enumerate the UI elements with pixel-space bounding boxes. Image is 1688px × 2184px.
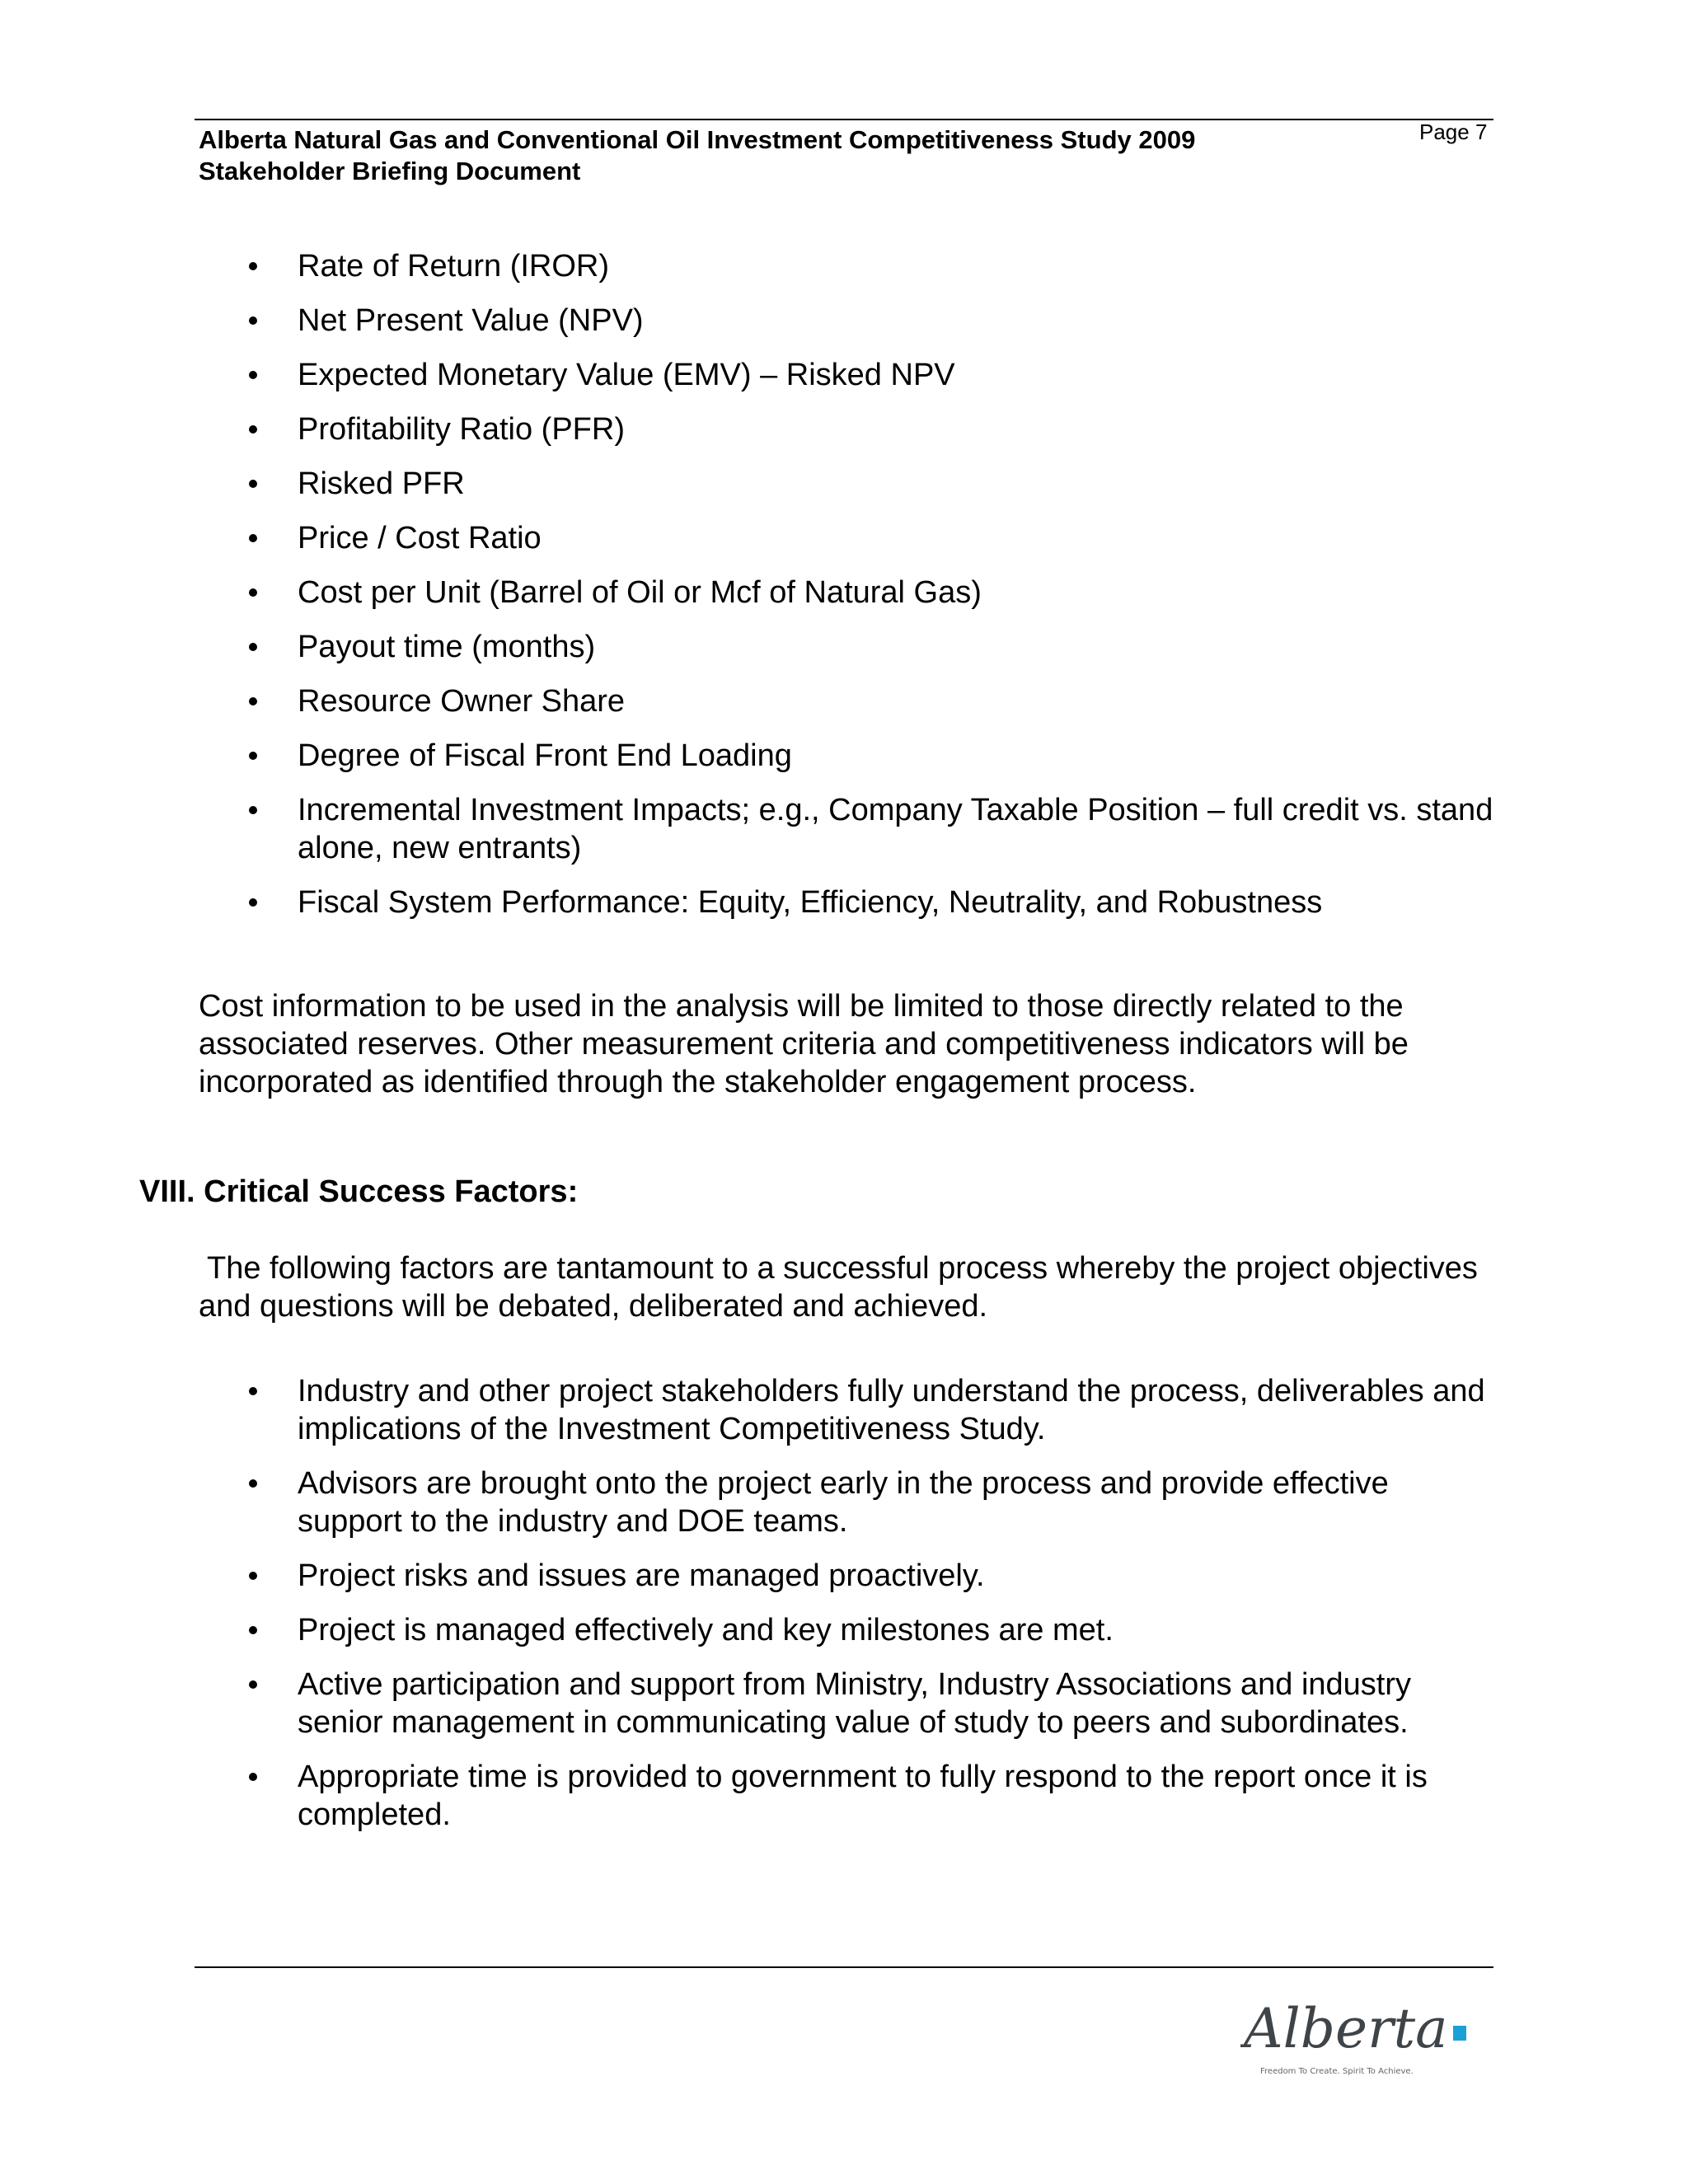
bullet-icon [249,1626,257,1634]
logo-square-icon [1453,2026,1466,2041]
bullet-icon [249,262,257,270]
cost-information-paragraph: Cost information to be used in the analysis will be limited to those directly related to the associated reserves. Other measurement criteria and competitiveness indicators will be incorporated as identified through the stakeholder engagement process. [199,989,1409,1099]
list-item: Risked PFR [0,465,1501,503]
bullet-icon [249,1773,257,1781]
bullet-icon [249,806,257,814]
list-item: Expected Monetary Value (EMV) – Risked NPV [0,356,1501,394]
document-header [199,124,1353,187]
list-item: Fiscal System Performance: Equity, Efficiency, Neutrality, and Robustness [0,883,1501,921]
list-item: Industry and other project stakeholders fully understand the process, deliverables and implications of the Investment Competitiveness Study. [0,1372,1501,1448]
bullet-icon [249,1572,257,1580]
bullet-icon [249,1387,257,1395]
svg-text:Freedom To Create. Spirit To A: Freedom To Create. Spirit To Achieve. [1260,2067,1414,2076]
bullet-icon [249,534,257,542]
bullet-icon [249,371,257,379]
indicator-list [0,247,1501,938]
bullet-icon [249,425,257,434]
list-item: Price / Cost Ratio [0,519,1501,557]
list-item: Appropriate time is provided to government to fully respond to the report once it is completed. [0,1758,1501,1834]
bullet-icon [249,697,257,705]
bullet-icon [249,588,257,597]
footer-rule [195,1966,1493,1968]
header-title-line2: Stakeholder Briefing Document [199,157,581,185]
list-item: Payout time (months) [0,628,1501,666]
svg-text:Alberta: Alberta [1244,1997,1448,2060]
bullet-icon [249,1479,257,1488]
bullet-icon [249,1680,257,1689]
list-item: Profitability Ratio (PFR) [0,410,1501,448]
header-title-line1: Alberta Natural Gas and Conventional Oil Investment Competitiveness Study 2009 [199,125,1196,154]
list-item: Rate of Return (IROR) [0,247,1501,285]
list-item: Degree of Fiscal Front End Loading [0,737,1501,775]
list-item: Project risks and issues are managed proactively. [0,1557,1501,1595]
alberta-logo [1240,1986,1471,2085]
list-item: Incremental Investment Impacts; e.g., Company Taxable Position – full credit vs. stand alone, new entrants) [0,791,1501,867]
list-item: Net Present Value (NPV) [0,302,1501,340]
header-rule [195,119,1493,120]
bullet-icon [249,752,257,760]
section-heading: VIII. Critical Success Factors: [139,1174,579,1209]
bullet-icon [249,480,257,488]
bullet-icon [249,898,257,907]
success-factor-list [0,1372,1501,1850]
list-item: Advisors are brought onto the project early in the process and provide effective support to the industry and DOE teams. [0,1465,1501,1540]
page-number: Page 7 [1419,120,1488,144]
bullet-icon [249,316,257,325]
section-intro-paragraph: The following factors are tantamount to a successful process whereby the project objectives and questions will be debated, deliberated and achieved. [199,1251,1478,1324]
list-item: Active participation and support from Ministry, Industry Associations and industry senior management in communicating value of study to peers and subordinates. [0,1666,1501,1741]
list-item: Resource Owner Share [0,682,1501,720]
list-item: Cost per Unit (Barrel of Oil or Mcf of Natural Gas) [0,574,1501,612]
bullet-icon [249,643,257,651]
list-item: Project is managed effectively and key milestones are met. [0,1611,1501,1649]
